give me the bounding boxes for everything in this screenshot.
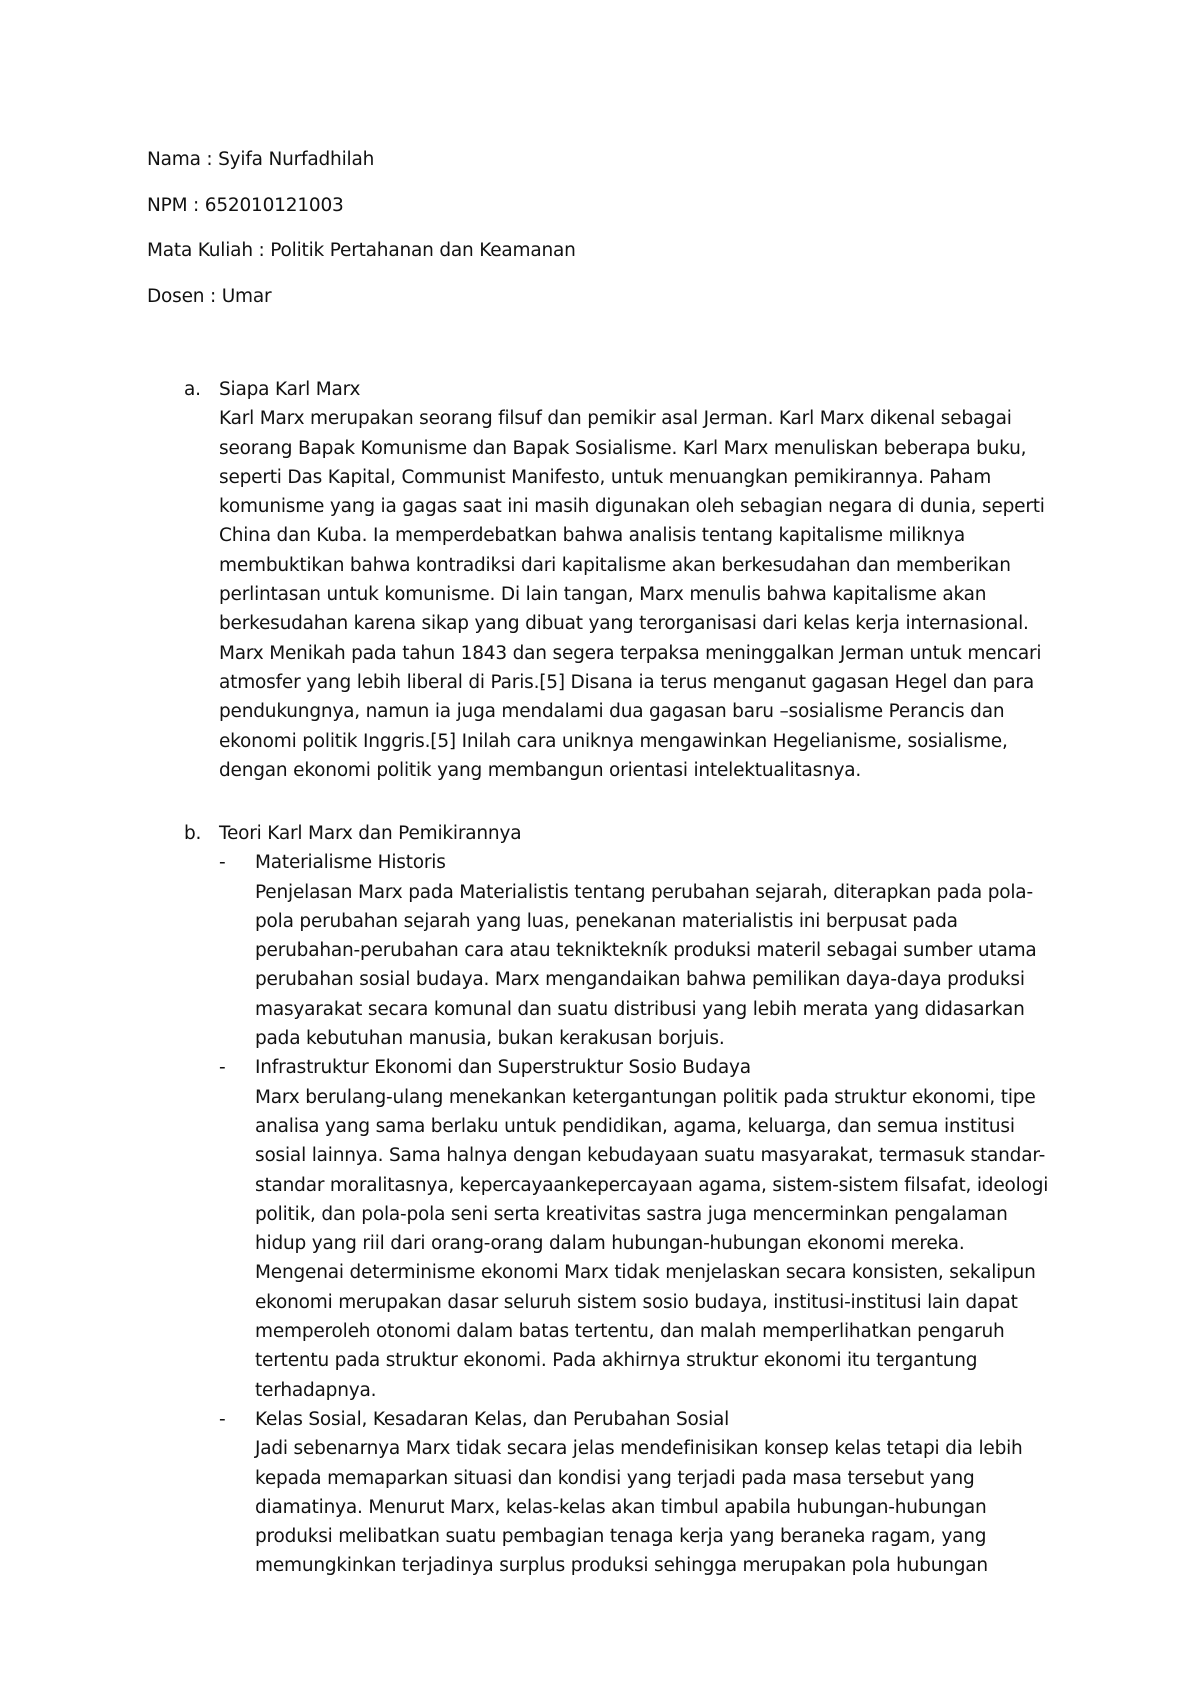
course-name: Mata Kuliah : Politik Pertahanan dan Keamanan — [147, 240, 576, 261]
section-a-body: Karl Marx merupakan seorang filsuf dan pemikir asal Jerman. Karl Marx dikenal sebagai seorang Bapak Komunisme dan Bapak Sosialisme. Karl Marx menuliskan beberapa buku, seperti Das Kapital, Communist Manifesto, untuk menuangkan pemikirannya. Paham komunisme yang ia gagas saat ini masih digunakan oleh sebagian negara di dunia, seperti China dan Kuba. Ia memperdebatkan bahwa analisis tentang kapitalisme miliknya membuktikan bahwa kontradiksi dari kapitalisme akan berkesudahan dan memberikan perlintasan untuk komunisme. Di lain tangan, Marx menulis bahwa kapitalisme akan berkesudahan karena sikap yang dibuat yang terorganisasi dari kelas kerja internasional. Marx Menikah pada tahun 1843 dan segera terpaksa meninggalkan Jerman untuk mencari atmosfer yang lebih liberal di Paris.[5] Disana ia terus menganut gagasan Hegel dan para pendukungnya, namun ia juga mendalami dua gagasan baru –sosialisme Perancis dan ekonomi politik Inggris.[5] Inilah cara uniknya mengawinkan Hegelianisme, sosialisme, dengan ekonomi politik yang membangun orientasi intelektualitasnya. — [219, 408, 1045, 781]
section-a-marker: a. — [184, 379, 201, 400]
section-b — [219, 819, 1049, 1581]
subsection-title: Infrastruktur Ekonomi dan Superstruktur Sosio Budaya — [255, 1057, 751, 1079]
list-dash: - — [219, 1408, 226, 1430]
section-a — [219, 375, 1049, 785]
section-b-marker: b. — [184, 823, 202, 844]
subsection-body: Jadi sebenarnya Marx tidak secara jelas mendefinisikan konsep kelas tetapi dia lebih kepada memaparkan situasi dan kondisi yang terjadi pada masa tersebut yang diamatinya. Menurut Marx, kelas-kelas akan timbul apabila hubungan-hubungan produksi melibatkan suatu pembagian tenaga kerja yang beraneka ragam, yang memungkinkan terjadinya surplus produksi sehingga merupakan pola hubungan — [255, 1438, 1023, 1577]
subsection-kelas-sosial — [219, 1405, 1049, 1581]
subsection-infrastruktur-ekonomi — [219, 1053, 1049, 1405]
subsection-body: Penjelasan Marx pada Materialistis tentang perubahan sejarah, diterapkan pada pola-pola perubahan sejarah yang luas, penekanan materialistis ini berpusat pada perubahan-perubahan cara atau tekniktekník produksi materil sebagai sumber utama perubahan sosial budaya. Marx mengandaikan bahwa pemilikan daya-daya produksi masyarakat secara komunal dan suatu distribusi yang lebih merata yang didasarkan pada kebutuhan manusia, bukan kerakusan borjuis. — [255, 881, 1037, 1050]
list-dash: - — [219, 1057, 226, 1079]
subsection-title: Kelas Sosial, Kesadaran Kelas, dan Perubahan Sosial — [255, 1408, 730, 1430]
subsection-title: Materialisme Historis — [255, 852, 446, 874]
subsection-body: Marx berulang-ulang menekankan ketergantungan politik pada struktur ekonomi, tipe analisa yang sama berlaku untuk pendidikan, agama, keluarga, dan semua institusi sosial lainnya. Sama halnya dengan kebudayaan suatu masyarakat, termasuk standar-standar moralitasnya, kepercayaankepercayaan agama, sistem-sistem filsafat, ideologi politik, dan pola-pola seni serta kreativitas sastra juga mencerminkan pengalaman hidup yang riil dari orang-orang dalam hubungan-hubungan ekonomi mereka. Mengenai determinisme ekonomi Marx tidak menjelaskan secara konsisten, sekalipun ekonomi merupakan dasar seluruh sistem sosio budaya, institusi-institusi lain dapat memperoleh otonomi dalam batas tertentu, dan malah memperlihatkan pengaruh tertentu pada struktur ekonomi. Pada akhirnya struktur ekonomi itu tergantung terhadapnya. — [255, 1086, 1049, 1401]
section-a-title: Siapa Karl Marx — [219, 379, 361, 400]
student-name: Nama : Syifa Nurfadhilah — [147, 149, 375, 170]
student-npm: NPM : 652010121003 — [147, 195, 344, 216]
subsection-materialisme-historis — [219, 848, 1049, 1053]
list-dash: - — [219, 852, 226, 874]
lecturer-name: Dosen : Umar — [147, 286, 272, 307]
section-b-title: Teori Karl Marx dan Pemikirannya — [219, 823, 522, 844]
